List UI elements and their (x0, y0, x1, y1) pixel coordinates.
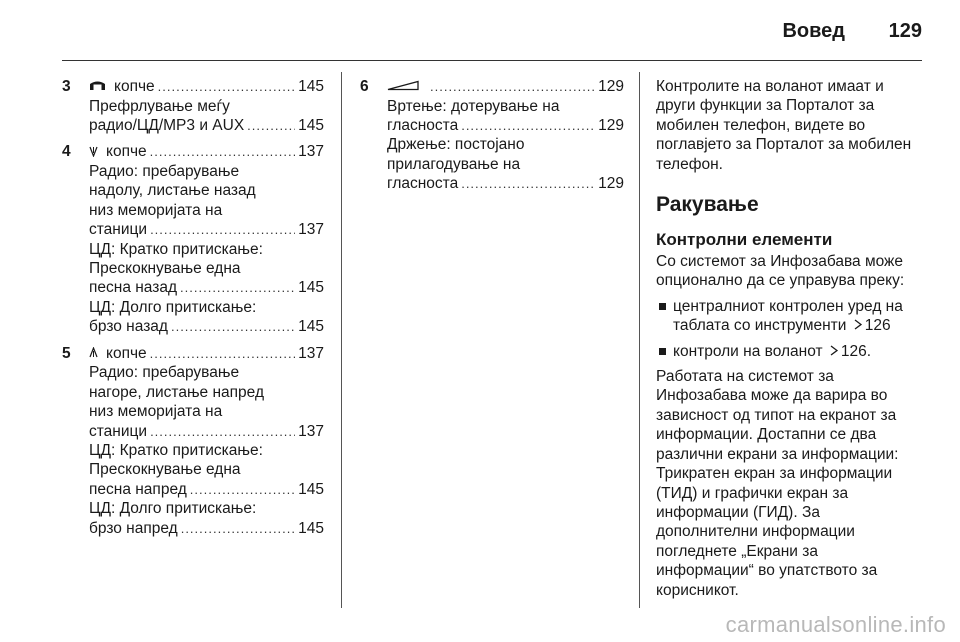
leader-dots (158, 77, 295, 97)
entry-text: прилагодување на (387, 155, 521, 173)
section-heading: Ракување (656, 193, 759, 217)
toc-line (89, 77, 324, 97)
watermark: carmanualsonline.info (725, 612, 946, 637)
entry-text: песна напред (89, 480, 187, 498)
leader-dots (150, 142, 295, 162)
column-2 (360, 77, 624, 201)
column-divider-1 (341, 72, 342, 608)
paragraph: Со системот за Инфозабава може опционално да се управува преку: (656, 253, 905, 290)
entry-text: надолу, листање назад (89, 182, 256, 200)
entry-text: Префрлување меѓу (89, 97, 230, 115)
entry-label: копче (106, 344, 147, 362)
entry-number: 4 (62, 143, 71, 161)
entry-text: Вртење: дотерување на (387, 97, 560, 115)
leader-dots (247, 116, 295, 135)
subsection-heading: Контролни елементи (656, 230, 833, 250)
page-ref: 145 (298, 519, 324, 537)
bullet-item (656, 297, 918, 336)
page-ref: 137 (298, 422, 324, 440)
leader-dots (150, 422, 295, 441)
page-ref: 145 (298, 279, 324, 297)
seek-down-icon (89, 143, 98, 162)
entry-number: 6 (360, 78, 369, 95)
entry-text: ЦД: Кратко притискање: (89, 240, 263, 258)
page-number: 129 (888, 20, 922, 42)
leader-dots (461, 174, 595, 193)
entry-text: Држење: постојано (387, 136, 525, 154)
page-ref: 129 (598, 78, 624, 95)
entry-text: брзо напред (89, 519, 178, 537)
entry-text: Прескокнување една (89, 461, 241, 479)
intro-paragraph: Контролите на воланот имаат и други функции за Порталот за мобилен телефон, видете во поглавјето за Порталот за мобилен телефон. (656, 78, 912, 173)
phone-handset-icon (89, 77, 106, 96)
entry-text: станици (89, 422, 148, 440)
entry-number: 5 (62, 344, 71, 362)
page-ref: 129 (598, 175, 624, 193)
entry-text: Прескокнување една (89, 260, 241, 278)
page-ref: 129 (598, 117, 624, 135)
entry-4 (62, 142, 324, 336)
page-ref: 145 (298, 480, 324, 498)
leader-dots (430, 77, 595, 97)
bullet-text: контроли на воланот (673, 342, 823, 360)
page-ref-arrow-icon (854, 316, 862, 335)
page-ref: 145 (298, 78, 324, 95)
entry-number: 3 (62, 78, 71, 95)
column-divider-2 (639, 72, 640, 608)
page-ref[interactable]: 126. (840, 342, 872, 360)
entry-text: Радио: пребарување (89, 163, 240, 181)
leader-dots (180, 278, 295, 297)
bullet-item (656, 342, 918, 361)
entry-text: ЦД: Долго притискање: (89, 298, 257, 316)
entry-6 (360, 77, 624, 194)
leader-dots (171, 317, 295, 336)
entry-text: ЦД: Кратко притискање: (89, 441, 263, 459)
entry-text: гласноста (387, 117, 459, 135)
entry-text: низ меморијата на (89, 201, 223, 219)
page-header (0, 0, 960, 60)
page-ref: 137 (298, 344, 324, 362)
leader-dots (190, 480, 295, 499)
section-title: Вовед (782, 20, 845, 42)
entry-text: песна назад (89, 279, 178, 297)
page-ref: 137 (298, 221, 324, 239)
leader-dots (181, 519, 295, 538)
header-rule (62, 60, 922, 61)
page-ref: 145 (298, 117, 324, 135)
column-3 (656, 77, 918, 606)
seek-up-icon (89, 344, 98, 363)
bullet-text: централниот контролен уред на таблата со инструменти (673, 297, 903, 335)
entry-text: станици (89, 221, 148, 239)
paragraph: Работата на системот за Инфозабава може да варира во зависност од типот на екранот за информации. Достапни се два различни екрани за информации: Трикратен екран за информации (ТИД) и графички екран за информации (ГИД). За дополнителни информации погледнете „Екрани за информации“ во упатството за корисникот. (656, 368, 899, 599)
leader-dots (150, 344, 295, 364)
page-ref[interactable]: 126 (864, 317, 891, 335)
entry-text: низ меморијата на (89, 403, 223, 421)
entry-5 (62, 344, 324, 538)
entry-text: нагоре, листање напред (89, 383, 265, 401)
page-ref: 145 (298, 318, 324, 336)
entry-3 (62, 77, 324, 135)
leader-dots (461, 116, 595, 135)
page-ref: 137 (298, 143, 324, 161)
entry-label: копче (106, 143, 147, 161)
entry-label: копче (114, 78, 155, 95)
entry-text: Радио: пребарување (89, 364, 240, 382)
page-ref-arrow-icon (830, 342, 838, 361)
entry-text: радио/ЦД/MP3 и AUX (89, 117, 245, 135)
entry-text: брзо назад (89, 318, 168, 336)
volume-wedge-icon (387, 77, 419, 96)
leader-dots (150, 220, 295, 239)
entry-text: гласноста (387, 175, 459, 193)
column-1 (62, 77, 324, 545)
entry-text: ЦД: Долго притискање: (89, 500, 257, 518)
